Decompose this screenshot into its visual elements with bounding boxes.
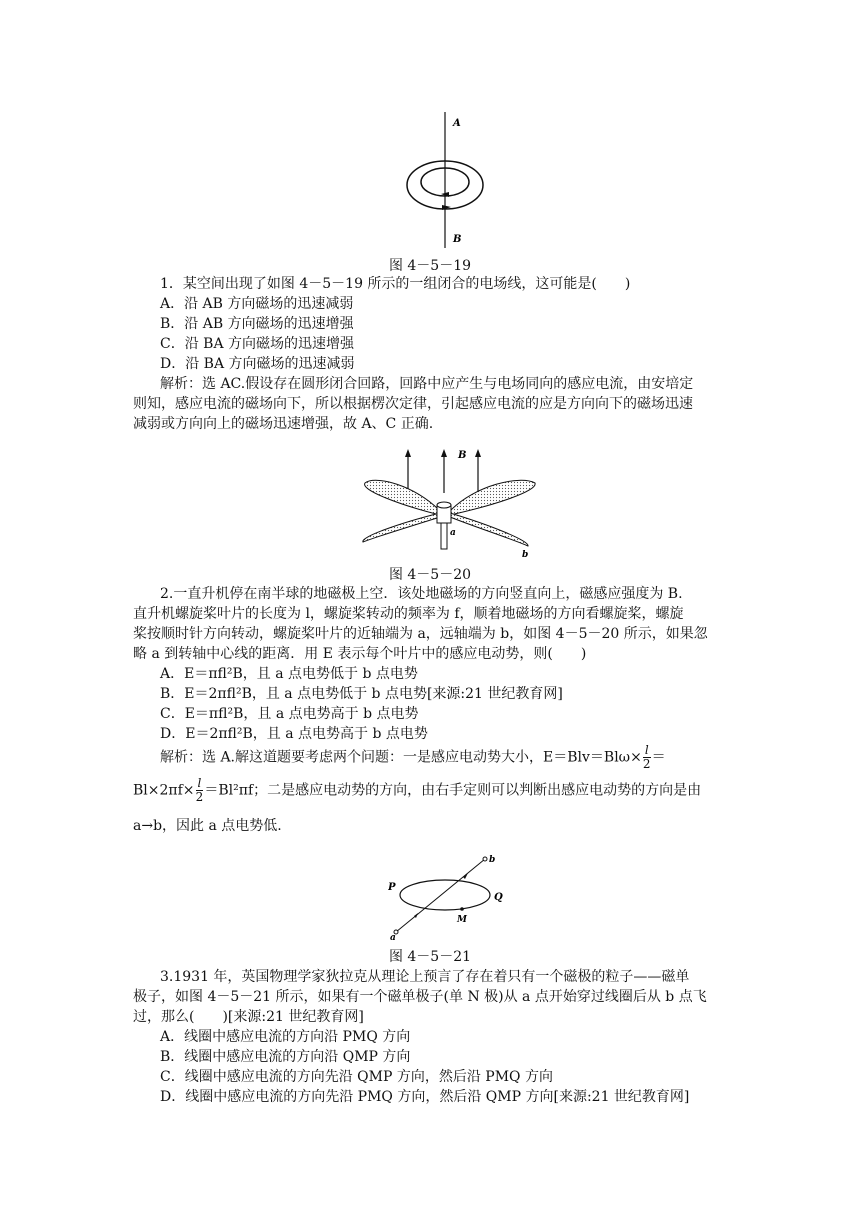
q1-option-c: C．沿 BA 方向磁场的迅速增强: [160, 336, 355, 352]
q3-option-c: C．线圈中感应电流的方向先沿 QMP 方向，然后沿 PMQ 方向: [160, 1069, 553, 1085]
q3-option-d: D．线圈中感应电流的方向先沿 PMQ 方向，然后沿 QMP 方向[来源:21 世纪教育网]: [160, 1089, 690, 1105]
label-b: b: [522, 550, 529, 560]
q3-stem-line2: 极子，如图 4－5－21 所示，如果有一个磁单极子(单 N 极)从 a 点开始穿过线圈后从 b 点飞: [133, 989, 707, 1005]
q1-analysis-line1: 解析：选 AC.假设存在圆形闭合回路，回路中应产生与电场同向的感应电流，由安培定: [160, 376, 694, 392]
q2-option-c: C．E＝πfl²B，且 a 点电势高于 b 点电势: [160, 706, 419, 722]
q1-stem: 1．某空间出现了如图 4－5－19 所示的一组闭合的电场线，这可能是( ): [160, 276, 631, 292]
q2-option-b: B．E＝2πfl²B，且 a 点电势低于 b 点电势[来源:21 世纪教育网]: [160, 686, 563, 702]
caption-fig2: 图 4－5－20: [388, 567, 472, 583]
label-P: P: [388, 882, 396, 893]
figure-4-5-21: [388, 852, 508, 942]
q1-analysis-line3: 减弱或方向向上的磁场迅速增强，故 A、C 正确.: [133, 416, 434, 432]
q1-option-d: D．沿 BA 方向磁场的迅速减弱: [160, 356, 355, 372]
q2-analysis-1b: ＝: [651, 749, 666, 766]
q2-analysis-line1: [160, 744, 666, 771]
q3-stem-line1: 3.1931 年，英国物理学家狄拉克从理论上预言了存在着只有一个磁极的粒子——磁单: [160, 969, 690, 985]
q2-option-d: D．E＝2πfl²B，且 a 点电势高于 b 点电势: [160, 726, 428, 742]
fraction-l-over-2b: $\frac{l}{2}$: [195, 776, 204, 804]
label-M: M: [457, 915, 467, 925]
label-A: A: [453, 118, 461, 129]
caption-fig1: 图 4－5－19: [388, 258, 472, 274]
fraction-l-over-2: $\frac{l}{2}$: [642, 743, 651, 771]
q1-option-b: B．沿 AB 方向磁场的迅速增强: [160, 316, 354, 332]
q3-stem-line3: 过，那么( )[来源:21 世纪教育网]: [133, 1009, 364, 1025]
q2-analysis-1a: 解析：选 A.解这道题要考虑两个问题：一是感应电动势大小，E＝Blv＝Blω×: [160, 749, 642, 766]
label-B: B: [453, 234, 462, 245]
label-b-point: b: [489, 855, 496, 865]
label-a: a: [450, 528, 456, 538]
q2-option-a: A．E＝πfl²B，且 a 点电势低于 b 点电势: [160, 666, 418, 682]
q2-analysis-line2: [133, 777, 701, 804]
q2-analysis-2a: Bl×2πf×: [133, 782, 195, 799]
q2-stem-line3: 桨按顺时针方向转动，螺旋桨叶片的近轴端为 a，远轴端为 b，如图 4－5－20 所示，如果忽: [133, 626, 708, 642]
q2-stem-line1: 2.一直升机停在南半球的地磁极上空．该处地磁场的方向竖直向上，磁感应强度为 B.: [160, 586, 683, 602]
label-Q: Q: [494, 892, 503, 903]
q2-analysis-line3: a→b，因此 a 点电势低.: [133, 818, 282, 834]
q1-analysis-line2: 则知，感应电流的磁场向下，所以根据楞次定律，引起感应电流的应是方向向下的磁场迅速: [133, 396, 693, 412]
q2-analysis-2b: ＝Bl²πf；二是感应电动势的方向，由右手定则可以判断出感应电动势的方向是由: [204, 782, 702, 799]
caption-fig3: 图 4－5－21: [388, 949, 472, 965]
q2-stem-line4: 略 a 到转轴中心线的距离．用 E 表示每个叶片中的感应电动势，则( ): [133, 646, 587, 662]
q1-option-a: A．沿 AB 方向磁场的迅速减弱: [160, 296, 354, 312]
q3-option-b: B．线圈中感应电流的方向沿 QMP 方向: [160, 1049, 411, 1065]
q2-stem-line2: 直升机螺旋桨叶片的长度为 l，螺旋桨转动的频率为 f，顺着地磁场的方向看螺旋桨，螺旋: [133, 606, 684, 622]
figure-4-5-20: [360, 445, 540, 560]
q3-option-a: A．线圈中感应电流的方向沿 PMQ 方向: [160, 1029, 411, 1045]
figure-4-5-19: [395, 110, 505, 250]
label-a-point: a: [390, 933, 396, 942]
label-field-B: B: [458, 450, 467, 461]
